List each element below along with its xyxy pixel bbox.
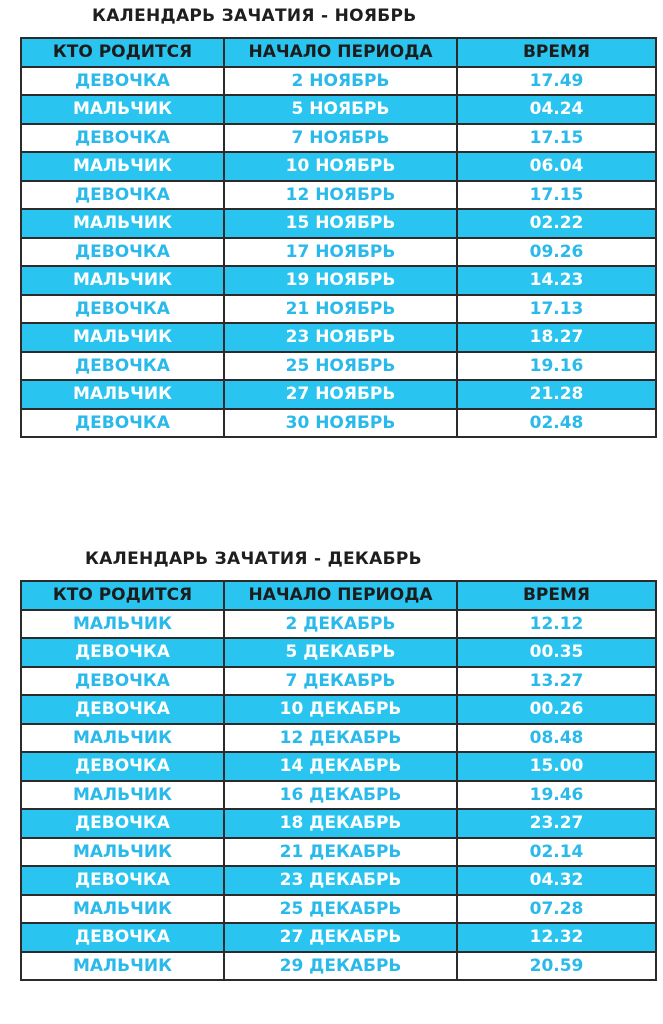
table-row (21, 923, 656, 952)
table-row (21, 752, 656, 781)
cell-who: ДЕВОЧКА (21, 238, 224, 267)
table-row (21, 380, 656, 409)
table-row (21, 352, 656, 381)
cell-who: ДЕВОЧКА (21, 695, 224, 724)
cell-start: 16 ДЕКАБРЬ (224, 781, 457, 810)
cell-time: 06.04 (457, 152, 656, 181)
cell-time: 00.26 (457, 695, 656, 724)
cell-time: 13.27 (457, 667, 656, 696)
cell-start: 5 ДЕКАБРЬ (224, 638, 457, 667)
cell-start: 30 НОЯБРЬ (224, 409, 457, 438)
cell-who: ДЕВОЧКА (21, 181, 224, 210)
november-table (20, 37, 657, 438)
cell-who: МАЛЬЧИК (21, 952, 224, 981)
cell-who: МАЛЬЧИК (21, 838, 224, 867)
cell-start: 7 НОЯБРЬ (224, 124, 457, 153)
table-row (21, 95, 656, 124)
cell-who: ДЕВОЧКА (21, 124, 224, 153)
table-row (21, 895, 656, 924)
cell-start: 19 НОЯБРЬ (224, 266, 457, 295)
cell-start: 12 НОЯБРЬ (224, 181, 457, 210)
cell-time: 14.23 (457, 266, 656, 295)
cell-who: ДЕВОЧКА (21, 67, 224, 96)
cell-time: 12.12 (457, 610, 656, 639)
cell-who: ДЕВОЧКА (21, 352, 224, 381)
cell-who: МАЛЬЧИК (21, 380, 224, 409)
table-row (21, 266, 656, 295)
cell-time: 00.35 (457, 638, 656, 667)
cell-start: 12 ДЕКАБРЬ (224, 724, 457, 753)
cell-who: ДЕВОЧКА (21, 295, 224, 324)
header-start: НАЧАЛО ПЕРИОДА (224, 581, 457, 610)
cell-time: 17.15 (457, 124, 656, 153)
table-row (21, 238, 656, 267)
table-row (21, 952, 656, 981)
table-row (21, 809, 656, 838)
table-row (21, 152, 656, 181)
cell-start: 21 ДЕКАБРЬ (224, 838, 457, 867)
cell-start: 21 НОЯБРЬ (224, 295, 457, 324)
cell-start: 23 ДЕКАБРЬ (224, 866, 457, 895)
cell-time: 17.49 (457, 67, 656, 96)
cell-time: 09.26 (457, 238, 656, 267)
november-title: КАЛЕНДАРЬ ЗАЧАТИЯ - НОЯБРЬ (92, 6, 417, 26)
cell-time: 08.48 (457, 724, 656, 753)
cell-time: 19.16 (457, 352, 656, 381)
table-row (21, 67, 656, 96)
cell-who: МАЛЬЧИК (21, 895, 224, 924)
cell-time: 02.22 (457, 209, 656, 238)
cell-start: 7 ДЕКАБРЬ (224, 667, 457, 696)
cell-time: 23.27 (457, 809, 656, 838)
cell-start: 10 НОЯБРЬ (224, 152, 457, 181)
cell-time: 12.32 (457, 923, 656, 952)
header-time: ВРЕМЯ (457, 581, 656, 610)
cell-start: 25 НОЯБРЬ (224, 352, 457, 381)
cell-start: 5 НОЯБРЬ (224, 95, 457, 124)
cell-start: 10 ДЕКАБРЬ (224, 695, 457, 724)
cell-time: 17.15 (457, 181, 656, 210)
cell-time: 19.46 (457, 781, 656, 810)
table-row (21, 323, 656, 352)
cell-start: 23 НОЯБРЬ (224, 323, 457, 352)
cell-who: МАЛЬЧИК (21, 266, 224, 295)
table-header-row (21, 581, 656, 610)
table-row (21, 209, 656, 238)
cell-time: 02.48 (457, 409, 656, 438)
table-row (21, 838, 656, 867)
table-row (21, 295, 656, 324)
cell-who: ДЕВОЧКА (21, 809, 224, 838)
header-start: НАЧАЛО ПЕРИОДА (224, 38, 457, 67)
cell-who: МАЛЬЧИК (21, 209, 224, 238)
december-title: КАЛЕНДАРЬ ЗАЧАТИЯ - ДЕКАБРЬ (85, 549, 422, 569)
cell-start: 18 ДЕКАБРЬ (224, 809, 457, 838)
cell-time: 21.28 (457, 380, 656, 409)
cell-start: 27 НОЯБРЬ (224, 380, 457, 409)
cell-who: ДЕВОЧКА (21, 752, 224, 781)
cell-start: 27 ДЕКАБРЬ (224, 923, 457, 952)
table-row (21, 781, 656, 810)
cell-start: 29 ДЕКАБРЬ (224, 952, 457, 981)
cell-who: МАЛЬЧИК (21, 95, 224, 124)
cell-who: ДЕВОЧКА (21, 866, 224, 895)
table-row (21, 724, 656, 753)
cell-time: 07.28 (457, 895, 656, 924)
header-who: КТО РОДИТСЯ (21, 581, 224, 610)
cell-who: МАЛЬЧИК (21, 323, 224, 352)
table-row (21, 181, 656, 210)
cell-time: 04.24 (457, 95, 656, 124)
header-who: КТО РОДИТСЯ (21, 38, 224, 67)
cell-who: МАЛЬЧИК (21, 610, 224, 639)
cell-who: МАЛЬЧИК (21, 724, 224, 753)
cell-start: 17 НОЯБРЬ (224, 238, 457, 267)
table-row (21, 866, 656, 895)
cell-who: ДЕВОЧКА (21, 667, 224, 696)
table-row (21, 695, 656, 724)
table-row (21, 610, 656, 639)
table-header-row (21, 38, 656, 67)
cell-start: 2 ДЕКАБРЬ (224, 610, 457, 639)
cell-who: ДЕВОЧКА (21, 638, 224, 667)
cell-who: МАЛЬЧИК (21, 781, 224, 810)
table-row (21, 124, 656, 153)
table-row (21, 409, 656, 438)
cell-who: ДЕВОЧКА (21, 923, 224, 952)
cell-time: 20.59 (457, 952, 656, 981)
cell-start: 15 НОЯБРЬ (224, 209, 457, 238)
cell-time: 15.00 (457, 752, 656, 781)
cell-time: 02.14 (457, 838, 656, 867)
cell-start: 2 НОЯБРЬ (224, 67, 457, 96)
table-row (21, 667, 656, 696)
cell-time: 18.27 (457, 323, 656, 352)
cell-who: ДЕВОЧКА (21, 409, 224, 438)
header-time: ВРЕМЯ (457, 38, 656, 67)
december-table (20, 580, 657, 981)
cell-time: 17.13 (457, 295, 656, 324)
cell-who: МАЛЬЧИК (21, 152, 224, 181)
cell-start: 25 ДЕКАБРЬ (224, 895, 457, 924)
table-row (21, 638, 656, 667)
cell-start: 14 ДЕКАБРЬ (224, 752, 457, 781)
cell-time: 04.32 (457, 866, 656, 895)
